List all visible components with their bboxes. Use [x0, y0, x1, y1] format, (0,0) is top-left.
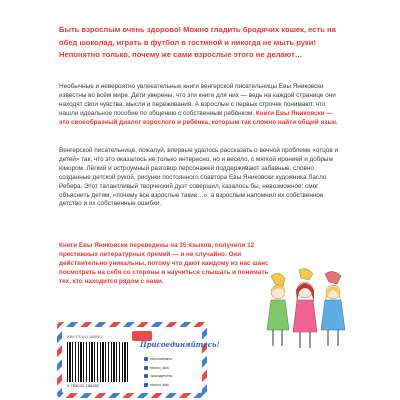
paragraph-intro-highlight: Книги Евы Яниковски — это своеобразный диалог взрослого и ребёнка, которым так сложно найти общий язык. [59, 109, 338, 126]
girl-middle-figure [293, 269, 317, 348]
isbn-text: ISBN 978-5-04-116895-2 [67, 335, 103, 339]
girl-right-figure [321, 271, 345, 346]
paragraph-intro [59, 83, 341, 128]
telegram-icon [144, 383, 148, 387]
social-label: эксмодетство [150, 374, 173, 379]
postcard-envelope [57, 322, 220, 398]
instagram-icon [144, 366, 148, 370]
social-label: eksmo_kids [150, 382, 169, 387]
social-label: eksmo_kids [150, 365, 169, 370]
social-label: eksmodetstvo [150, 357, 173, 362]
back-cover [49, 0, 351, 400]
barcode-block [67, 335, 129, 390]
social-link-instagram [144, 364, 204, 373]
girl-left-figure [267, 273, 289, 346]
headline: Быть взрослым очень здорово! Можно гладить бродячих кошек, есть на обед шоколад, играть в футбол в гостиной и никогда не мыть руки! Непонятно только, почему же сами взрослые этого не делают… [59, 25, 336, 59]
social-links-list [144, 355, 204, 389]
barcode-image [67, 342, 129, 382]
three-girls-illustration [259, 268, 351, 352]
vk-icon [144, 357, 148, 361]
paragraph-about-duo: Венгерской писательнице, пожалуй, впервые удалось рассказать о вечной проблеме «отцов и детей» так, что это оказалось не только интересно, но и весело, с мягкой иронией и добрым юмором. Лёгкий и остроумный разговор персонажей поддерживают забавные, словно созданные детской рукой, рисунки постоянного соавтора Евы Яниковски художника Ласло Ребера. Этот талантливый творческий дуэт совершил, казалось бы, невозможное: смог объяснить детям, «почему все взрослые такие…», а взрослым напомнил их собственное детство и их собственные ошибки. [59, 147, 339, 208]
join-us-greeting: Присоединяйтесь! [140, 340, 220, 349]
youtube-icon [144, 374, 148, 378]
social-link-vk [144, 355, 204, 364]
paragraph-intro-text: Необычные и невероятно увлекательные книги венгерской писательницы Евы Яниковски известны во всём мире. Дети уверены, что эти книги для них — ведь на каждой странице они находят свои чувства, мысли и переживания. А взрослые с первых строчек понимают, что нашли идеальное пособие по общению с собственным ребёнком. [59, 83, 336, 117]
paragraph-awards: Книги Евы Яниковски переведены на 35 языков, получили 12 престижных литературных премий — и не случайно. Они действительно уникальны, потому что дают каждому из нас шанс посмотреть на себя со стороны и научиться слышать и понимать тех, кто находится рядом с нами. [59, 242, 269, 285]
barcode-digits: 9 785041 168952 [67, 384, 100, 388]
social-link-youtube [144, 372, 204, 381]
postcard-inner [62, 327, 220, 393]
social-link-telegram [144, 381, 204, 390]
